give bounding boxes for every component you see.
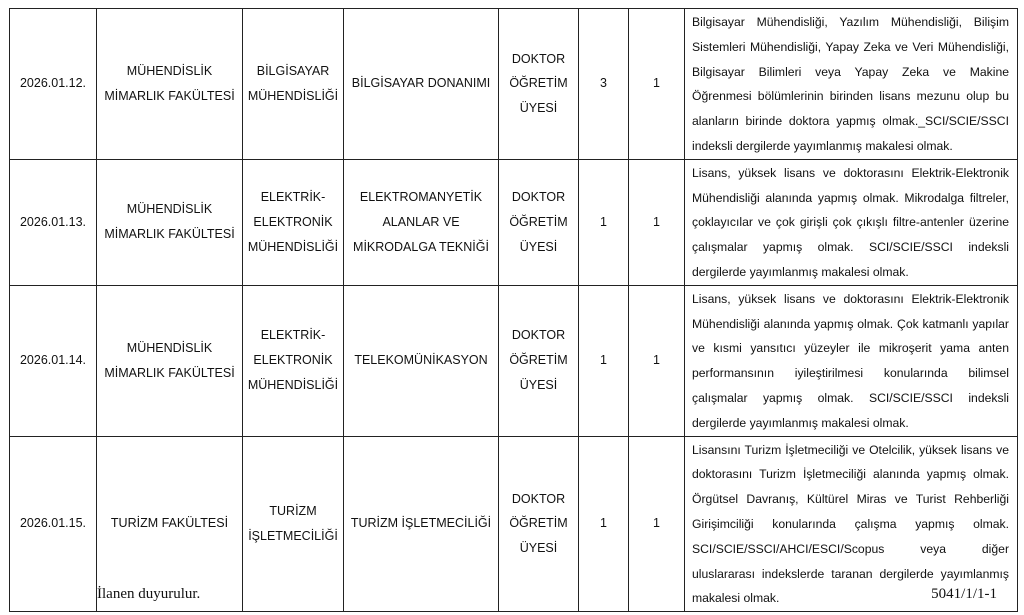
faculty-cell: MÜHENDİSLİK MİMARLIK FAKÜLTESİ — [97, 9, 243, 160]
position-number: 2026.01.15. — [10, 436, 97, 612]
faculty-cell: MÜHENDİSLİK MİMARLIK FAKÜLTESİ — [97, 285, 243, 436]
table-row — [10, 9, 1018, 160]
division-cell: TELEKOMÜNİKASYON — [344, 285, 499, 436]
count-cell: 1 — [629, 436, 685, 612]
announcement-footer: İlanen duyurulur. — [97, 586, 201, 602]
degree-cell: 1 — [579, 285, 629, 436]
degree-cell: 1 — [579, 436, 629, 612]
requirements-cell: Bilgisayar Mühendisliği, Yazılım Mühendisliği, Bilişim Sistemleri Mühendisliği, Yapay Zeka ve Veri Mühendisliği, Bilgisayar Bilimleri veya Yapay Zeka ve Makine Öğrenmesi bölümlerinin birinden lisans mezunu olup bu alanların birinde doktora yapmış olmak._SCI/SCIE/SSCI indeksli dergilerde yayımlanmış makalesi olmak. — [685, 9, 1018, 160]
count-cell: 1 — [629, 9, 685, 160]
degree-cell: 3 — [579, 9, 629, 160]
title-cell: DOKTOR ÖĞRETİM ÜYESİ — [499, 436, 579, 612]
department-cell: ELEKTRİK-ELEKTRONİK MÜHENDİSLİĞİ — [243, 159, 344, 285]
announcement-table — [9, 8, 1018, 612]
table-row — [10, 285, 1018, 436]
faculty-cell: TURİZM FAKÜLTESİ — [97, 436, 243, 612]
department-cell: ELEKTRİK-ELEKTRONİK MÜHENDİSLİĞİ — [243, 285, 344, 436]
title-cell: DOKTOR ÖĞRETİM ÜYESİ — [499, 285, 579, 436]
division-cell: ELEKTROMANYETİK ALANLAR VE MİKRODALGA TEKNİĞİ — [344, 159, 499, 285]
department-cell: TURİZM İŞLETMECİLİĞİ — [243, 436, 344, 612]
position-number: 2026.01.14. — [10, 285, 97, 436]
department-cell: BİLGİSAYAR MÜHENDİSLİĞİ — [243, 9, 344, 160]
division-cell: BİLGİSAYAR DONANIMI — [344, 9, 499, 160]
position-number: 2026.01.13. — [10, 159, 97, 285]
title-cell: DOKTOR ÖĞRETİM ÜYESİ — [499, 9, 579, 160]
document-reference-number: 5041/1/1-1 — [931, 586, 997, 602]
requirements-cell: Lisans, yüksek lisans ve doktorasını Elektrik-Elektronik Mühendisliği alanında yapmış olmak. Çok katmanlı yapılar ve kısmi yansıtıcı yüzeyler ile mikroşerit yama anten performansının iyileştirilmesi konularında bilimsel çalışmalar yapmış olmak. SCI/SCIE/SSCI indeksli dergilerde yayımlanmış makalesi olmak. — [685, 285, 1018, 436]
title-cell: DOKTOR ÖĞRETİM ÜYESİ — [499, 159, 579, 285]
faculty-cell: MÜHENDİSLİK MİMARLIK FAKÜLTESİ — [97, 159, 243, 285]
count-cell: 1 — [629, 285, 685, 436]
requirements-cell: Lisans, yüksek lisans ve doktorasını Elektrik-Elektronik Mühendisliği alanında yapmış olmak. Mikrodalga filtreler, çoklayıcılar ve çok girişli çok çıkışlı filtre-antenler üzerine çalışmalar yapmış olmak. SCI/SCIE/SSCI indeksli dergilerde yayımlanmış makalesi olmak. — [685, 159, 1018, 285]
table-row — [10, 159, 1018, 285]
position-number: 2026.01.12. — [10, 9, 97, 160]
count-cell: 1 — [629, 159, 685, 285]
degree-cell: 1 — [579, 159, 629, 285]
division-cell: TURİZM İŞLETMECİLİĞİ — [344, 436, 499, 612]
requirements-cell: Lisansını Turizm İşletmeciliği ve Otelcilik, yüksek lisans ve doktorasını Turizm İşletmeciliği alanında yapmış olmak. Örgütsel Davranış, Kültürel Miras ve Turist Rehberliği Girişimciliği konularında çalışma yapmış olmak. SCI/SCIE/SSCI/AHCI/ESCI/Scopus veya diğer uluslararası indekslerde taranan dergilerde yayımlanmış makalesi olmak. — [685, 436, 1018, 612]
